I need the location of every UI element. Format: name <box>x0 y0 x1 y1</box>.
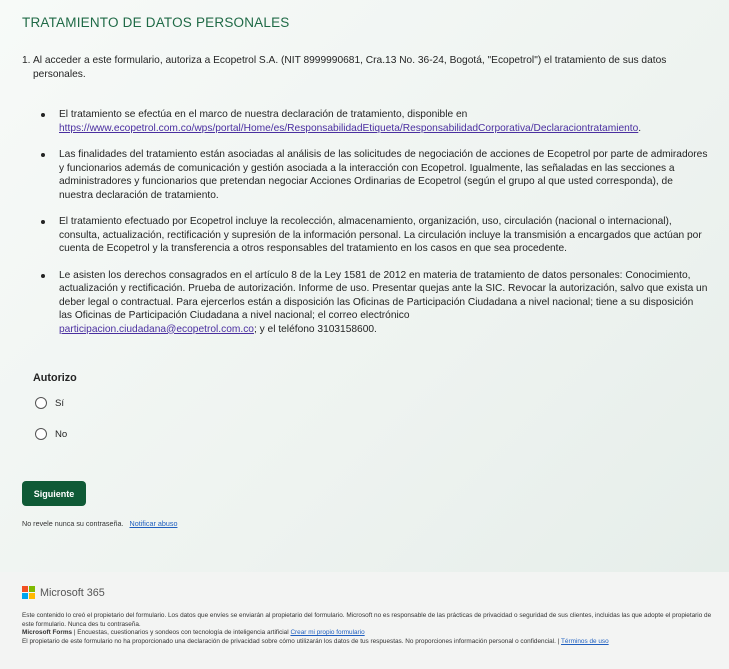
list-item <box>38 148 708 202</box>
microsoft-365-logo <box>22 586 105 599</box>
radio-option-label: No <box>55 428 68 440</box>
password-note-text: No revele nunca su contraseña. <box>22 519 124 528</box>
list-item <box>38 215 708 256</box>
bullet-1-text: El tratamiento se efectúa en el marco de nuestra declaración de tratamiento, disponible en <box>59 109 468 120</box>
bullet-3-text: El tratamiento efectuado por Ecopetrol incluye la recolección, almacenamiento, organización, uso, circulación (nacional o internacional), consulta, actualización, rectificación y supresión de la información personal. La circulación incluye la transmisión a encargados que actúan por cuenta de Ecopetrol y la transferencia a otros responsables del tratamiento en los casos en que sea procedente. <box>59 216 702 254</box>
bullet-2-text: Las finalidades del tratamiento están asociadas al análisis de las solicitudes de negociación de acciones de Ecopetrol por parte de admiradores y funcionarios además de comunicación y gestión asociada a la interacción con Ecopetrol. Igualmente, las señaladas en las secciones a administradores y funcionarios que pretendan negociar Acciones Ordinarias de Ecopetrol (según el grupo al que usted corresponda), de nuestra declaración de tratamiento. <box>59 149 708 201</box>
radio-option-no[interactable] <box>35 428 67 440</box>
bullet-4-text: Le asisten los derechos consagrados en el artículo 8 de la Ley 1581 de 2012 en materia de tratamiento de datos personales: Conocimiento, actualización y rectificación. Prueba de autorización. Informe de uso. Presentar quejas ante la SIC. Revocar la autorización, salvo que exista un deber legal o contractual. Para ejercerlos están a disposición las Oficinas de Participación Ciudadana a nivel nacional; tiene a su disposición las Oficinas de Participación Ciudadana a nivel nacional; el correo electrónico <box>59 269 708 321</box>
footer-forms-line <box>22 629 712 638</box>
brand-name: Microsoft 365 <box>40 586 105 599</box>
forms-desc: | Encuestas, cuestionarios y sondeos con tecnología de inteligencia artificial <box>72 629 291 637</box>
email-link[interactable]: participacion.ciudadana@ecopetrol.com.co <box>59 323 254 335</box>
password-note <box>22 519 177 528</box>
next-button[interactable]: Siguiente <box>22 481 86 506</box>
bullet-4-end: ; y el teléfono 3103158600. <box>253 323 377 335</box>
microsoft-logo-icon <box>22 586 35 599</box>
question-label: Autorizo <box>33 372 77 384</box>
footer-privacy-line <box>22 638 712 647</box>
radio-button[interactable] <box>35 397 47 409</box>
declaration-link[interactable]: https://www.ecopetrol.com.co/wps/portal/Home/es/ResponsabilidadEtiqueta/ResponsabilidadCorporativa/Declaraciontratamiento <box>59 122 639 134</box>
forms-name: Microsoft Forms <box>22 629 73 637</box>
terms-link[interactable]: Términos de uso <box>561 637 609 645</box>
footer <box>0 572 729 669</box>
report-abuse-link[interactable]: Notificar abuso <box>129 519 178 528</box>
question-intro-text: Al acceder a este formulario, autoriza a Ecopetrol S.A. (NIT 8999990681, Cra.13 No. 36-24, Bogotá, "Ecopetrol") el tratamiento de sus datos personales. <box>33 55 667 80</box>
radio-option-label: Sí <box>55 397 65 409</box>
consent-bullet-list <box>38 108 708 336</box>
bullet-1-end: . <box>638 122 642 134</box>
question-number: 1. <box>22 55 31 66</box>
create-form-link[interactable]: Crear mi propio formulario <box>290 629 365 637</box>
footer-text <box>22 612 712 646</box>
radio-button[interactable] <box>35 428 47 440</box>
footer-disclaimer: Este contenido lo creó el propietario del formulario. Los datos que envíes se enviarán al propietario del formulario. Microsoft no es responsable de las prácticas de privacidad o seguridad de sus clientes, incluidas las que adopte el propietario de este formulario. Nunca des tu contraseña. <box>22 612 712 628</box>
list-item <box>38 269 708 337</box>
radio-option-si[interactable] <box>35 397 64 409</box>
question-intro <box>22 54 692 82</box>
list-item <box>38 108 708 135</box>
privacy-text: El propietario de este formulario no ha proporcionado una declaración de privacidad sobre cómo utilizarán los datos de tus respuestas. No proporciones información personal o confidencial. | <box>22 637 562 645</box>
section-title: TRATAMIENTO DE DATOS PERSONALES <box>22 15 290 30</box>
